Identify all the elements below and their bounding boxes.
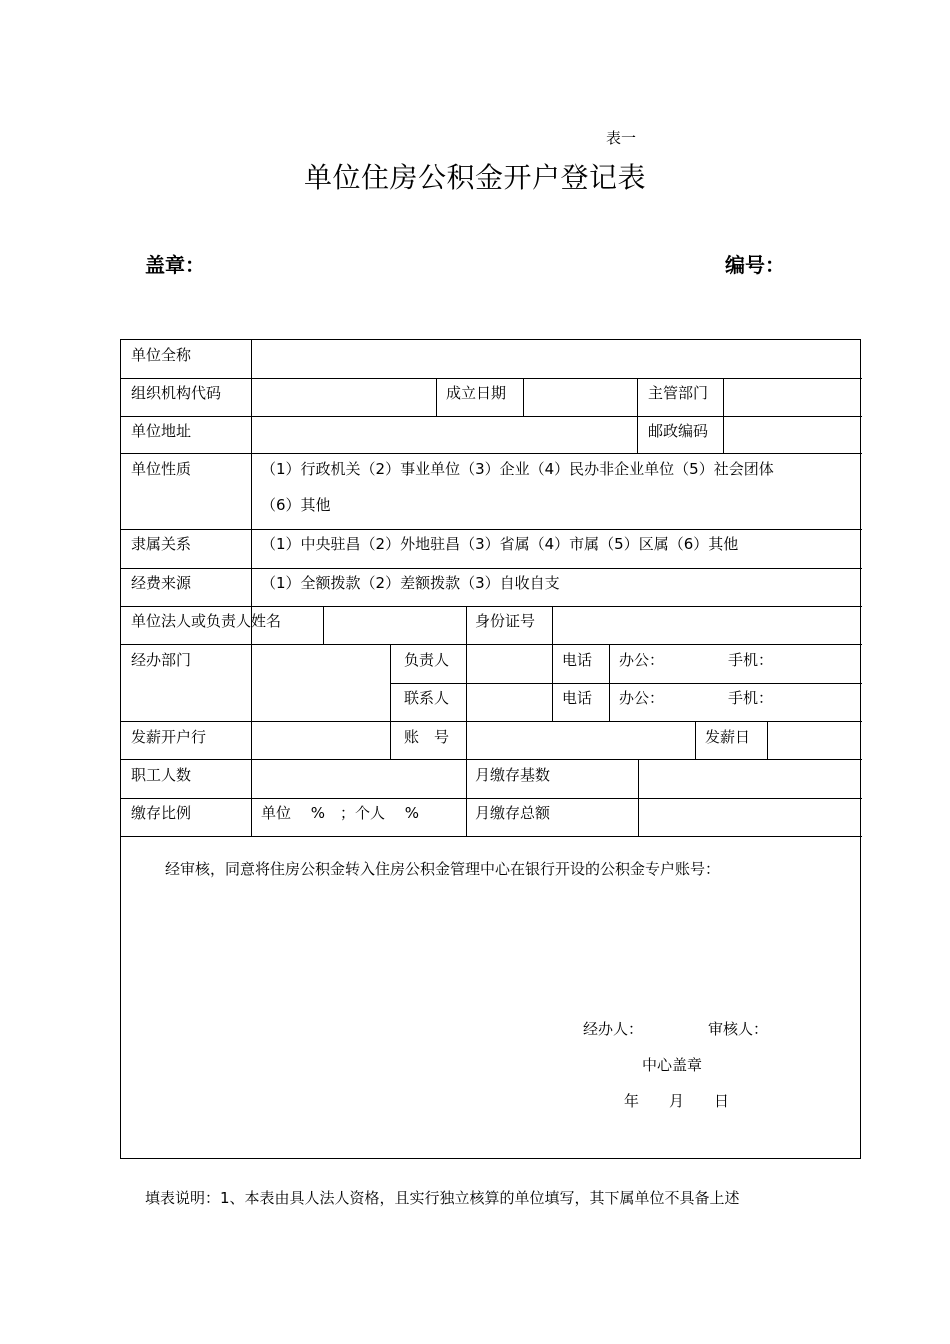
monthly-total-label: 月缴存总额: [475, 804, 551, 822]
person-in-charge-label: 负责人: [404, 651, 450, 669]
page-title: 单位住房公积金开户登记表: [304, 161, 647, 194]
handling-dept-field[interactable]: [252, 645, 389, 720]
funding-options[interactable]: （1）全额拨款（2）差额拨款（3）自收自支: [261, 574, 560, 592]
org-code-label: 组织机构代码: [131, 384, 222, 402]
col-divider: [390, 644, 391, 759]
unit-nature-options-other[interactable]: （6）其他: [261, 496, 331, 514]
row-divider: [121, 568, 862, 569]
established-date-field[interactable]: [524, 379, 636, 415]
account-no-field[interactable]: [467, 722, 694, 758]
col-divider: [609, 644, 610, 721]
registration-form: [120, 339, 861, 1159]
col-divider: [695, 721, 696, 759]
monthly-base-label: 月缴存基数: [475, 766, 551, 784]
employee-count-field[interactable]: [252, 760, 465, 797]
mobile-label: 手机：: [728, 689, 774, 707]
phone-label: 电话: [562, 651, 593, 669]
affiliation-label: 隶属关系: [131, 535, 192, 553]
contact-person-field[interactable]: [467, 684, 551, 720]
contribution-ratio-label: 缴存比例: [131, 804, 192, 822]
person-in-charge-field[interactable]: [467, 645, 551, 682]
unit-nature-options[interactable]: （1）行政机关（2）事业单位（3）企业（4）民办非企业单位（5）社会团体: [261, 460, 774, 478]
unit-address-field[interactable]: [252, 417, 636, 452]
seal-label: 盖章：: [145, 253, 205, 277]
unit-full-name-field[interactable]: [252, 340, 861, 377]
handling-dept-label: 经办部门: [131, 651, 192, 669]
col-divider: [552, 644, 553, 721]
unit-full-name-label: 单位全称: [131, 346, 192, 364]
account-no-label: 账 号: [404, 728, 450, 746]
unit-address-label: 单位地址: [131, 422, 192, 440]
payroll-bank-label: 发薪开户行: [131, 728, 207, 746]
contact-person-label: 联系人: [404, 689, 450, 707]
handler-label: 经办人：: [583, 1020, 644, 1038]
supervisor-dept-field[interactable]: [724, 379, 861, 415]
col-divider: [637, 378, 638, 453]
approval-text: 经审核，同意将住房公积金转入住房公积金管理中心在银行开设的公积金专户账号：: [165, 860, 721, 878]
col-divider: [466, 759, 467, 836]
funding-label: 经费来源: [131, 574, 192, 592]
unit-nature-label: 单位性质: [131, 460, 192, 478]
col-divider: [466, 606, 467, 644]
row-divider: [121, 836, 862, 837]
id-number-label: 身份证号: [475, 612, 536, 630]
row-divider: [121, 529, 862, 530]
payroll-bank-field[interactable]: [252, 722, 389, 758]
phone-label: 电话: [562, 689, 593, 707]
row-divider: [121, 453, 862, 454]
approval-date: 年 月 日: [624, 1092, 730, 1110]
established-date-label: 成立日期: [446, 384, 507, 402]
monthly-base-field[interactable]: [639, 760, 861, 797]
monthly-total-field[interactable]: [639, 799, 861, 835]
postal-code-field[interactable]: [724, 417, 861, 452]
office-phone-label: 办公：: [619, 651, 665, 669]
payday-label: 发薪日: [705, 728, 751, 746]
affiliation-options[interactable]: （1）中央驻昌（2）外地驻昌（3）省属（4）市属（5）区属（6）其他: [261, 535, 739, 553]
supervisor-dept-label: 主管部门: [648, 384, 709, 402]
postal-code-label: 邮政编码: [648, 422, 709, 440]
legal-person-name-label: 单位法人或负责人姓名: [131, 612, 282, 630]
col-divider: [436, 378, 437, 416]
payday-field[interactable]: [768, 722, 861, 758]
org-code-field[interactable]: [252, 379, 435, 415]
table-label: 表一: [606, 129, 637, 147]
row-divider: [390, 683, 862, 684]
number-label: 编号：: [725, 253, 785, 277]
form-instructions: 填表说明：1、本表由具人法人资格，且实行独立核算的单位填写，其下属单位不具备上述: [145, 1189, 740, 1207]
office-phone-label: 办公：: [619, 689, 665, 707]
contribution-ratio-field[interactable]: 单位 % ；个人 %: [261, 804, 420, 822]
mobile-label: 手机：: [728, 651, 774, 669]
employee-count-label: 职工人数: [131, 766, 192, 784]
legal-person-name-field[interactable]: [324, 607, 465, 643]
center-seal-label: 中心盖章: [642, 1056, 703, 1074]
reviewer-label: 审核人：: [708, 1020, 769, 1038]
id-number-field[interactable]: [553, 607, 861, 643]
